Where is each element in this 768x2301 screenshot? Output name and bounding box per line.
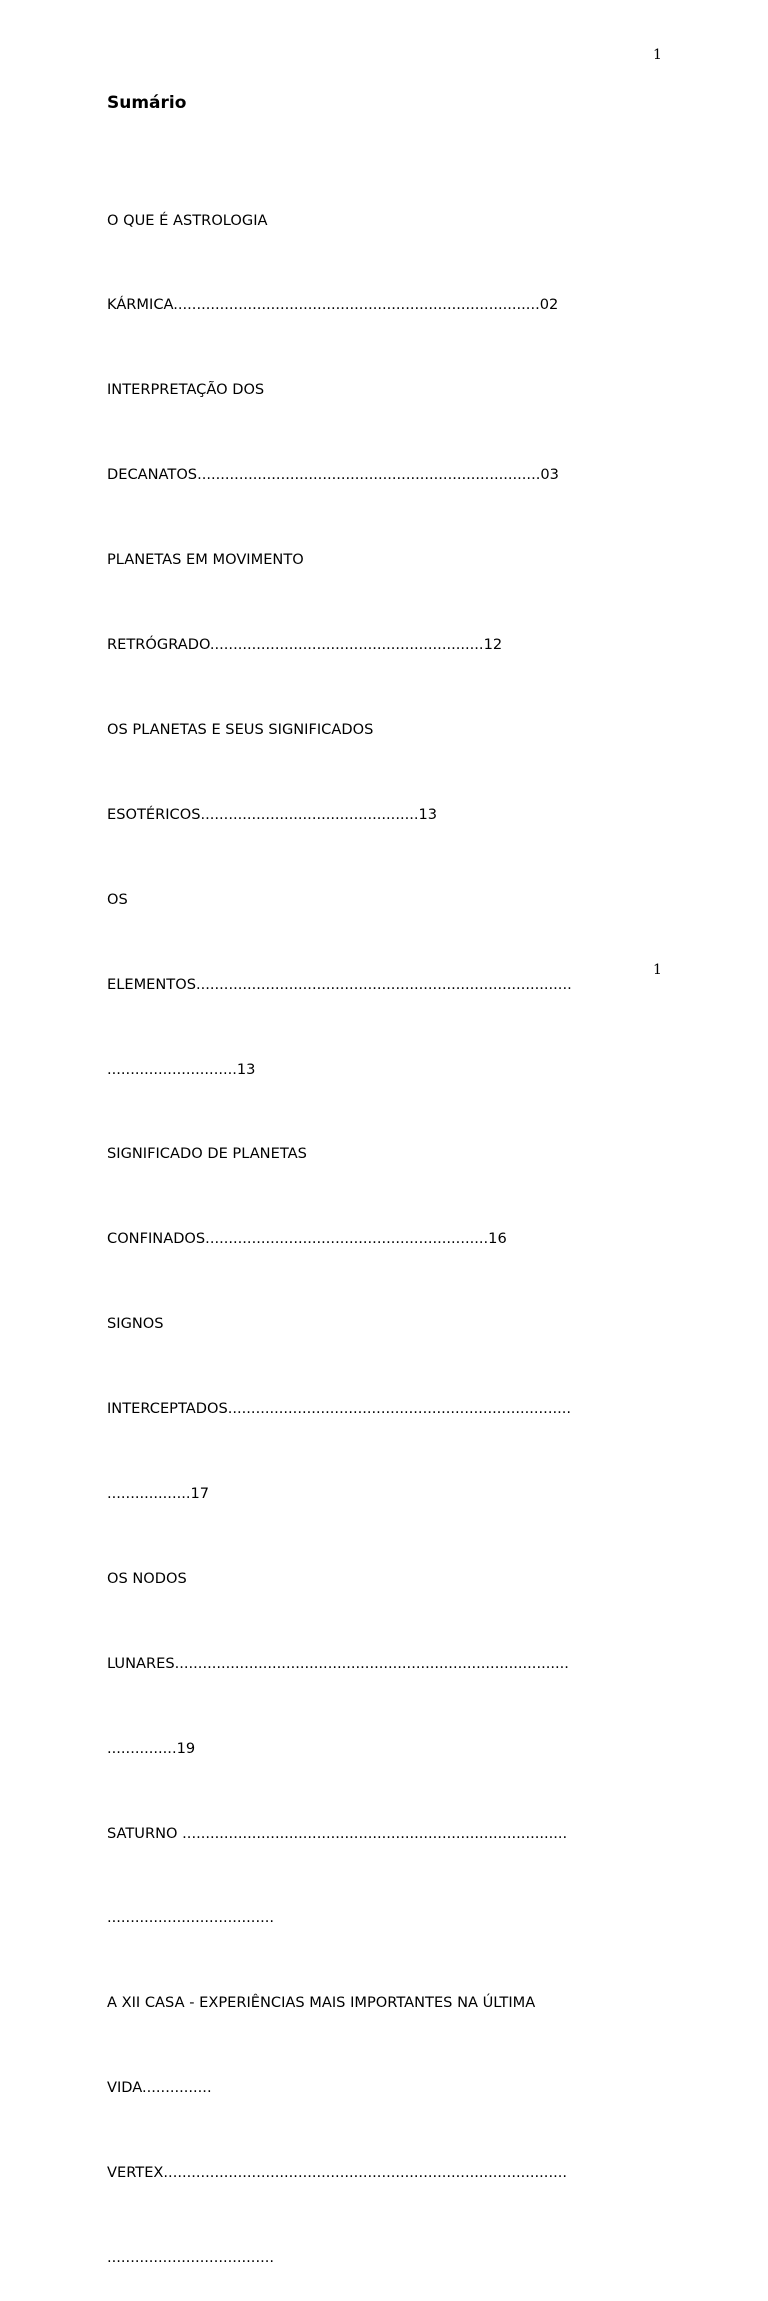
page-number-bottom: 1	[653, 962, 662, 978]
toc-line: LUNARES.....................................................................................	[107, 1654, 569, 1672]
toc-line: DECANATOS..........................................................................03	[107, 466, 559, 484]
toc-line: OS PLANETAS E SEUS SIGNIFICADOS	[107, 720, 374, 738]
toc-line: SIGNIFICADO DE PLANETAS	[107, 1145, 307, 1163]
page-number-top: 1	[653, 47, 662, 63]
toc-line: KÁRMICA...............................................................................02	[107, 296, 559, 314]
toc-line: ESOTÉRICOS...............................................13	[107, 805, 438, 823]
toc-line: ....................................	[107, 1909, 275, 1927]
toc-line: CONFINADOS.............................................................16	[107, 1230, 507, 1248]
toc-line: OS	[107, 890, 128, 908]
toc-line: INTERPRETAÇÃO DOS	[107, 381, 265, 399]
toc-line: SATURNO ...................................................................................	[107, 1824, 568, 1842]
toc-line: VERTEX.......................................................................................	[107, 2164, 568, 2182]
toc-line: RETRÓGRADO...........................................................12	[107, 636, 503, 654]
toc-line: SIGNOS	[107, 1315, 164, 1333]
toc-line: INTERCEPTADOS..........................................................................	[107, 1400, 572, 1418]
toc-line: OS NODOS	[107, 1569, 187, 1587]
page-title: Sumário	[107, 93, 187, 113]
toc-line: ...............19	[107, 1739, 196, 1757]
toc-line: VIDA...............	[107, 2079, 212, 2097]
toc-line: A XII CASA - EXPERIÊNCIAS MAIS IMPORTANTES NA ÚLTIMA	[107, 1994, 536, 2012]
toc-line: ELEMENTOS.................................................................................	[107, 975, 572, 993]
table-of-contents	[107, 150, 663, 2301]
toc-line: PLANETAS EM MOVIMENTO	[107, 551, 304, 569]
toc-line: O QUE É ASTROLOGIA	[107, 211, 268, 229]
toc-line: ............................13	[107, 1060, 256, 1078]
toc-line: ..................17	[107, 1484, 210, 1502]
toc-line: ....................................	[107, 2248, 275, 2266]
